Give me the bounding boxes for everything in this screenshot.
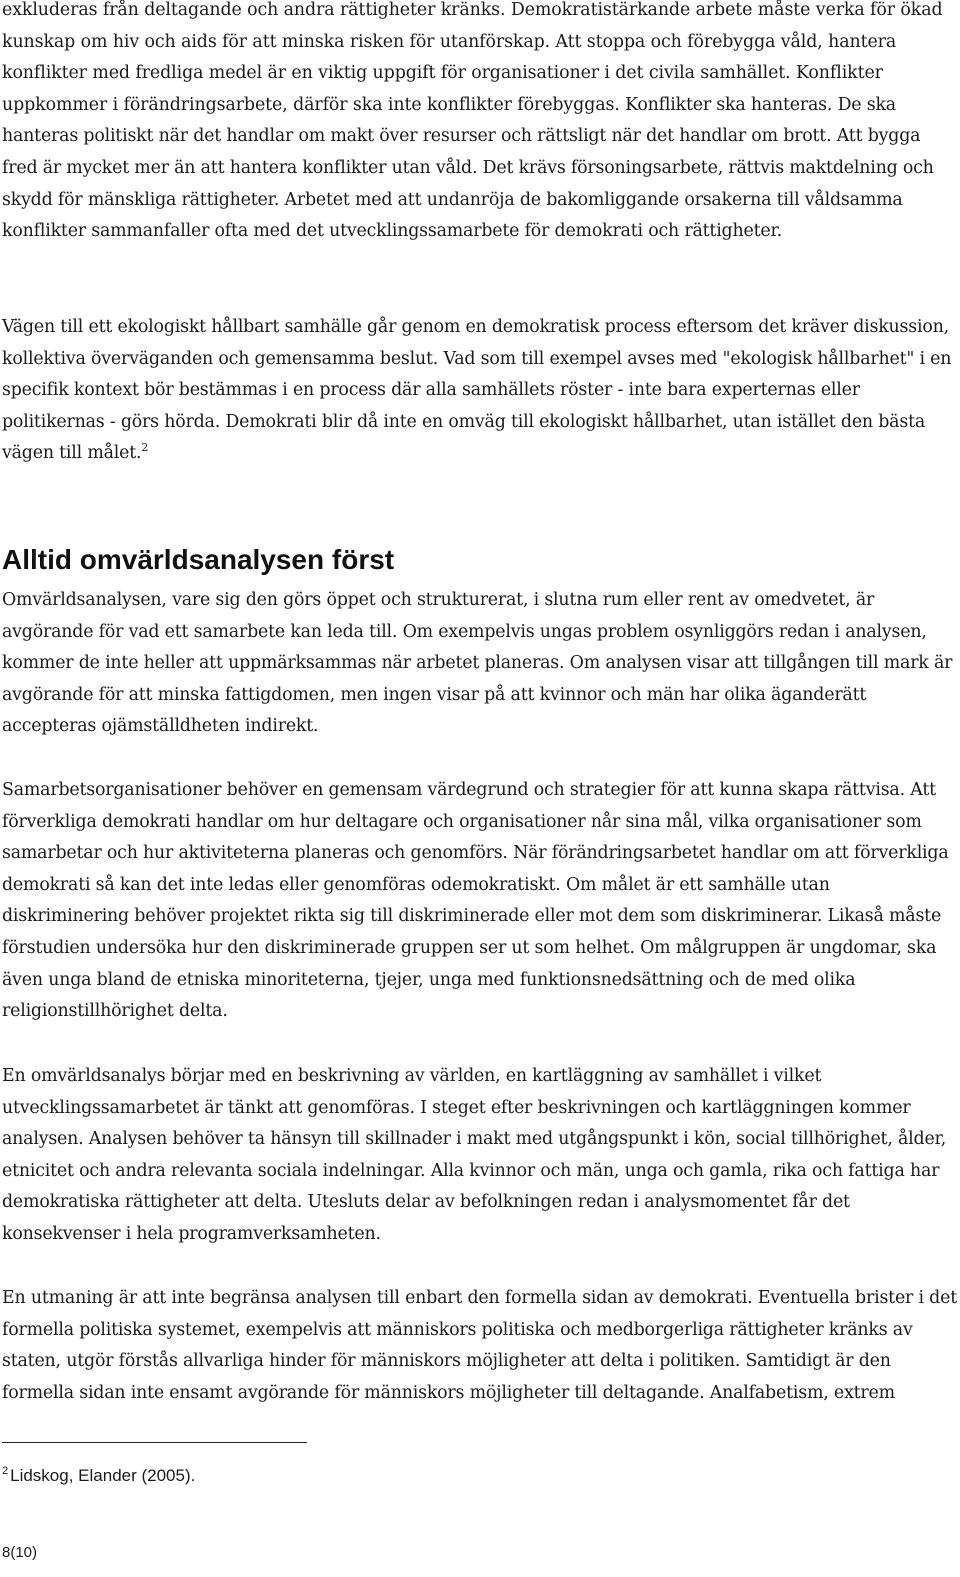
page-number: 8(10) — [2, 1544, 38, 1561]
paragraph-1-segment-3: Konflikter ska hanteras. De ska hanteras politiskt när det handlar om makt över resurser och rättsligt när det handlar om brott. Att bygga fred är mycket mer än att hantera konflikter utan våld. Det krävs försoningsarbete, rättvis maktdelning och skydd för mänskliga rättigheter. Arbetet med att undanröja de bakomliggande orsakerna till våldsamma konflikter sammanfaller ofta med det utvecklingssamarbete för demokrati och rättigheter. — [2, 94, 934, 242]
paragraph-1-segment-2: Att stoppa och förebygga våld, hantera konflikter med fredliga medel är en viktig uppgift för organisationer i det civila samhället. Konflikter uppkommer i förändringsarbete, därför ska inte konflikter förebyggas. — [2, 31, 897, 115]
footnote-number: 2 — [2, 1465, 9, 1478]
body-paragraph-4: Samarbetsorganisationer behöver en gemensam värdegrund och strategier för att kunna skapa rättvisa. Att förverkliga demokrati handlar om hur deltagare och organisationer når sina mål, vilka organisationer som samarbetar och hur aktiviteterna planeras och genomförs. När förändringsarbetet handlar om att förverkliga demokrati så kan det inte ledas eller genomföras odemokratiskt. Om målet är ett samhälle utan diskriminering behöver projektet rikta sig till diskriminerade eller mot dem som diskriminerar. Likaså måste förstudien undersöka hur den diskriminerade gruppen ser ut som helhet. Om målgruppen är ungdomar, ska även unga bland de etniska minoriteterna, tjejer, unga med funktionsnedsättning och de med olika religionstillhörighet delta. — [2, 780, 949, 1022]
body-paragraph-3: Omvärldsanalysen, vare sig den görs öppet och strukturerat, i slutna rum eller rent av omedvetet, är avgörande för vad ett samarbete kan leda till. Om exempelvis ungas problem osynliggörs redan i analysen, kommer de inte heller att uppmärksammas när arbetet planeras. Om analysen visar att tillgången till mark är avgörande för att minska fattigdomen, men ingen visar på att kvinnor och män har olika äganderätt accepteras ojämställdheten indirekt. — [2, 590, 953, 737]
body-paragraph-2 — [2, 312, 958, 470]
footnote-divider — [2, 1442, 307, 1443]
body-paragraph-6: En utmaning är att inte begränsa analysen till enbart den formella sidan av demokrati. Eventuella brister i det formella politiska systemet, exempelvis att människors politiska och medborgerliga rättigheter kränks av staten, utgör förstås allvarliga hinder för människors möjligheter att delta i politiken. Samtidigt är den formella sidan inte ensamt avgörande för människors möjligheter till deltagande. Analfabetism, extrem — [2, 1288, 957, 1403]
footnote-reference: 2 — [141, 441, 149, 455]
paragraph-2-text: Vägen till ett ekologiskt hållbart samhälle går genom en demokratisk process eftersom det kräver diskussion, kollektiva överväganden och gemensamma beslut. Vad som till exempel avses med "ekologisk hållbarhet" i en specifik kontext bör bestämmas i en process där alla samhällets röster - inte bara experternas eller politikernas - görs hörda. Demokrati blir då inte en omväg till ekologiskt hållbarhet, utan istället den bästa vägen till målet. — [2, 317, 952, 464]
paragraph-1-segment-1: exkluderas från deltagande och andra rättigheter kränks. Demokratistärkande arbete måste verka för ökad kunskap om hiv och aids för att minska risken för utanförskap. — [2, 0, 943, 52]
footnote-text: Lidskog, Elander (2005). — [10, 1466, 196, 1485]
body-paragraph-1 — [2, 0, 958, 248]
footnote — [2, 1464, 195, 1488]
section-heading: Alltid omvärldsanalysen först — [2, 544, 395, 575]
body-paragraph-5: En omvärldsanalys börjar med en beskrivning av världen, en kartläggning av samhället i vilket utvecklingssamarbetet är tänkt att genomföras. I steget efter beskrivningen och kartläggningen kommer analysen. Analysen behöver ta hänsyn till skillnader i makt med utgångspunkt i kön, social tillhörighet, ålder, etnicitet och andra relevanta sociala indelningar. Alla kvinnor och män, unga och gamla, rika och fattiga har demokratiska rättigheter att delta. Utesluts delar av befolkningen redan i analysmomentet får det konsekvenser i hela programverksamheten. — [2, 1066, 947, 1244]
